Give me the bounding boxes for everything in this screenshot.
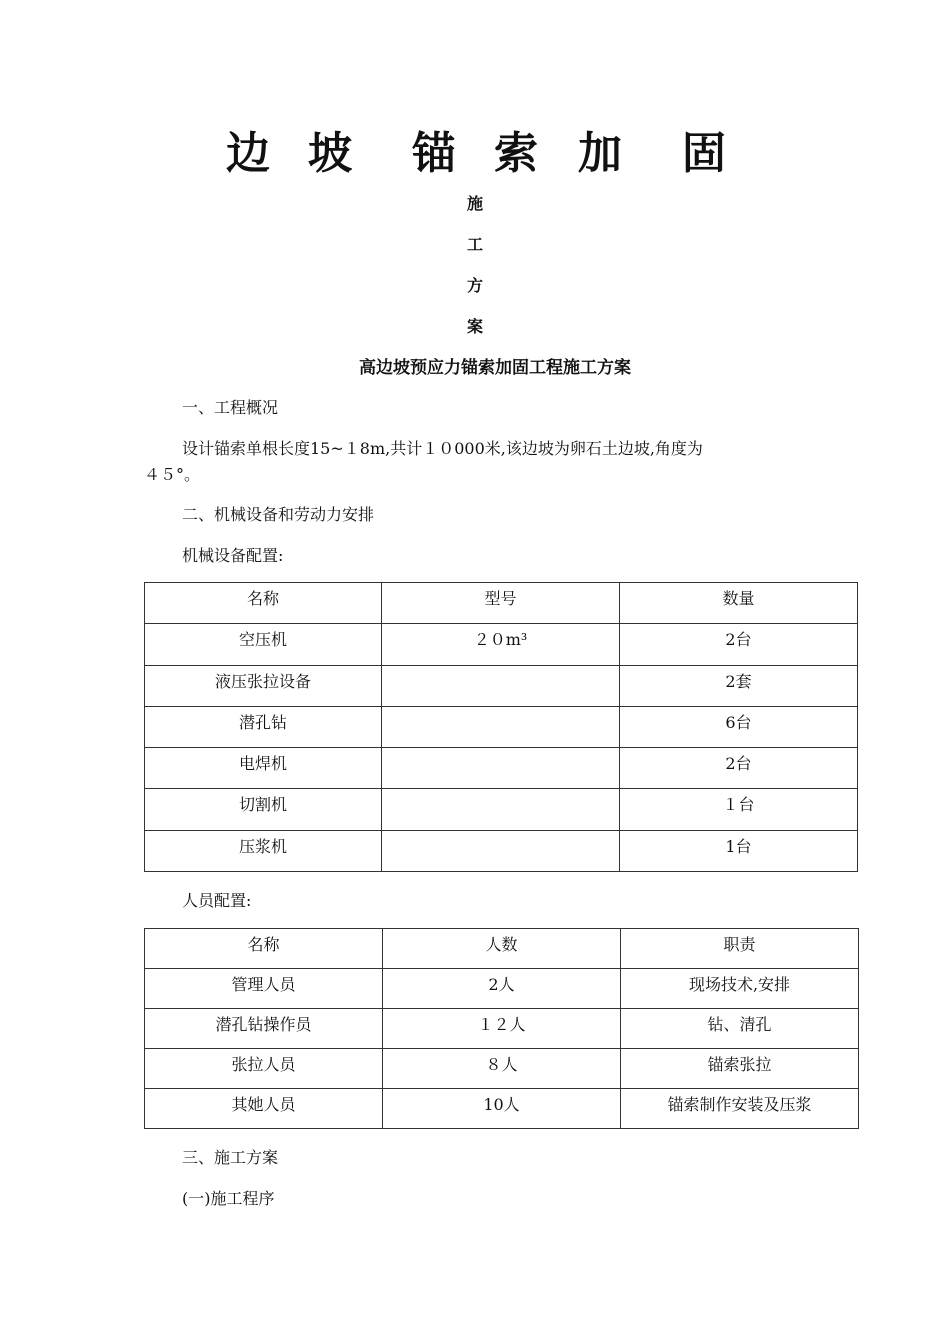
table-cell: 电焊机 [145, 748, 382, 789]
table-cell: 10人 [383, 1089, 621, 1129]
table-row [145, 706, 858, 747]
section1-heading: 一、工程概况 [182, 398, 279, 417]
table-cell: 6台 [620, 706, 858, 747]
title-vertical-char: 工 [466, 235, 483, 254]
table-cell: 钻、清孔 [621, 1009, 859, 1049]
table-row [145, 789, 858, 830]
title-char: 加 [578, 128, 622, 179]
table-cell: 压浆机 [145, 830, 382, 871]
table-header-row [145, 929, 859, 969]
table-cell: ２０m³ [382, 624, 620, 665]
header-cell: 名称 [145, 929, 383, 969]
table-header-row [145, 583, 858, 624]
table-row [145, 1009, 859, 1049]
table-cell: 2人 [383, 969, 621, 1009]
staff-table [144, 928, 859, 1129]
table-cell: １２人 [383, 1009, 621, 1049]
table-cell: 1台 [620, 830, 858, 871]
title-char: 边 [226, 128, 270, 179]
table-cell: 张拉人员 [145, 1049, 383, 1089]
header-cell: 数量 [620, 583, 858, 624]
table-cell [382, 665, 620, 706]
table-cell: １台 [620, 789, 858, 830]
table-cell: 管理人员 [145, 969, 383, 1009]
table-row [145, 830, 858, 871]
title-char: 索 [494, 128, 538, 179]
header-cell: 名称 [145, 583, 382, 624]
staff-label: 人员配置: [182, 891, 252, 910]
table-row [145, 748, 858, 789]
table-row [145, 1089, 859, 1129]
header-cell: 型号 [382, 583, 620, 624]
section1-text-line2: ４５°。 [144, 465, 201, 484]
table-cell [382, 748, 620, 789]
section1-text-line1: 设计锚索单根长度15~１8m,共计１０000米,该边坡为卵石土边坡,角度为 [182, 439, 703, 458]
table-cell: ８人 [383, 1049, 621, 1089]
document-subtitle: 高边坡预应力锚索加固工程施工方案 [359, 358, 631, 378]
header-cell: 人数 [383, 929, 621, 969]
table-row [145, 969, 859, 1009]
table-cell: 锚索制作安装及压浆 [621, 1089, 859, 1129]
title-vertical-char: 案 [466, 317, 483, 336]
table-cell: 锚索张拉 [621, 1049, 859, 1089]
document-title [0, 126, 950, 182]
equipment-table [144, 582, 858, 872]
table-cell [382, 706, 620, 747]
table-cell: 2套 [620, 665, 858, 706]
section3-heading: 三、施工方案 [182, 1148, 279, 1167]
title-char: 固 [682, 128, 726, 179]
table-cell: 潜孔钻 [145, 706, 382, 747]
table-cell: 其她人员 [145, 1089, 383, 1129]
table-cell: 液压张拉设备 [145, 665, 382, 706]
table-row [145, 665, 858, 706]
table-row [145, 624, 858, 665]
title-char: 锚 [412, 128, 456, 179]
table-row [145, 1049, 859, 1089]
equipment-label: 机械设备配置: [182, 546, 284, 565]
table-cell: 2台 [620, 748, 858, 789]
table-cell: 2台 [620, 624, 858, 665]
table-cell: 空压机 [145, 624, 382, 665]
section2-heading: 二、机械设备和劳动力安排 [182, 505, 375, 524]
title-vertical-char: 方 [466, 276, 483, 295]
title-char: 坡 [308, 128, 352, 179]
table-cell: 切割机 [145, 789, 382, 830]
table-cell: 现场技术,安排 [621, 969, 859, 1009]
title-vertical-char: 施 [466, 194, 483, 213]
table-cell: 潜孔钻操作员 [145, 1009, 383, 1049]
section3-subheading: (一)施工程序 [182, 1189, 275, 1208]
header-cell: 职责 [621, 929, 859, 969]
table-cell [382, 789, 620, 830]
table-cell [382, 830, 620, 871]
